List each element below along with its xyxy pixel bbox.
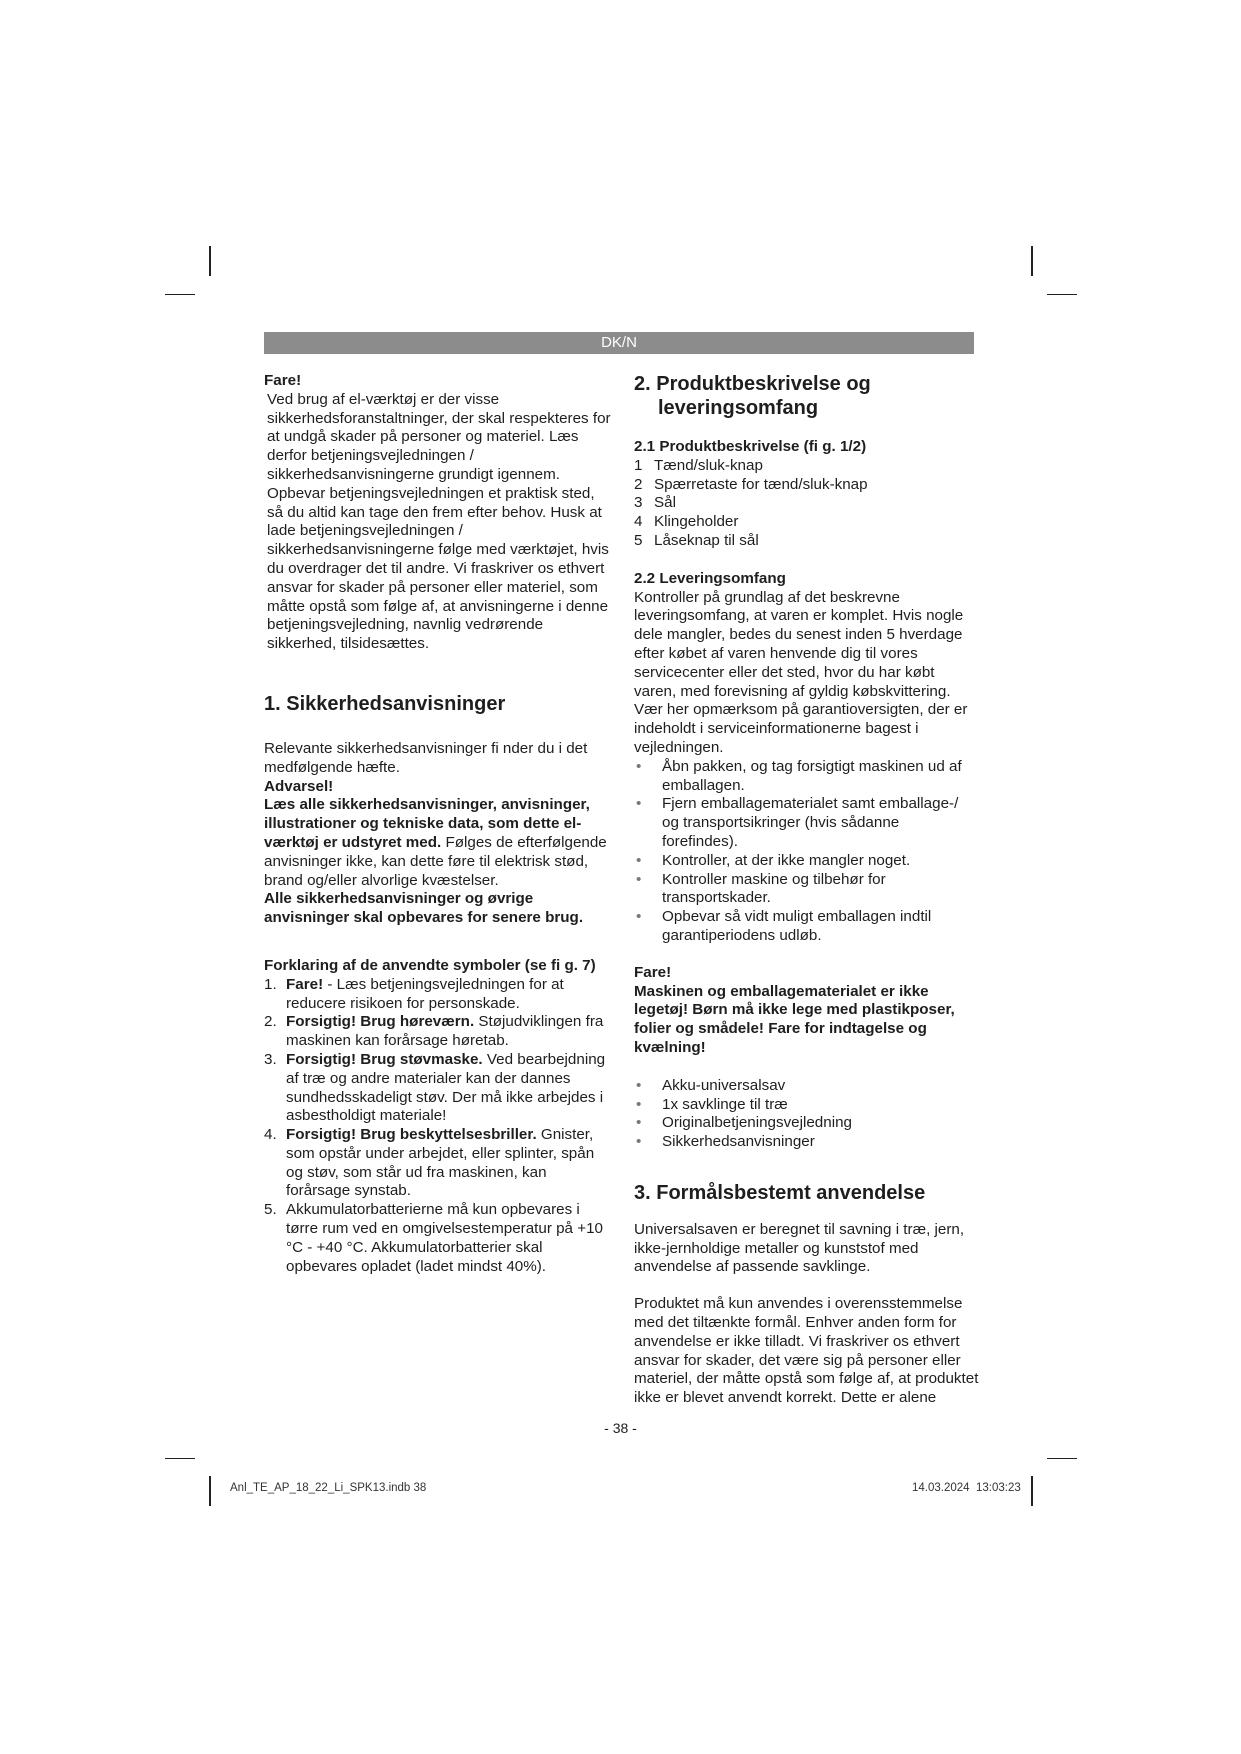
part-number: 4 xyxy=(634,513,643,531)
danger-title-2: Fare! xyxy=(634,963,672,981)
part-item xyxy=(634,476,979,495)
symbol-bold: Fare! xyxy=(286,975,324,993)
part-number: 2 xyxy=(634,475,643,493)
symbol-bold: Forsigtig! Brug høreværn. xyxy=(286,1013,475,1031)
subsection-2-1-title: 2.1 Produktbeskrivelse (fi g. 1/2) xyxy=(634,438,867,455)
delivery-content-item: • 1x savklinge til træ xyxy=(634,1096,979,1115)
unpacking-step: • Kontroller, at der ikke mangler noget. xyxy=(634,852,979,871)
warning-title: Advarsel! xyxy=(264,777,334,795)
symbol-bold: Forsigtig! Brug støvmaske. xyxy=(286,1050,483,1068)
symbol-text: Gnister, som opstår under arbejdet, eller splinter, spån og støv, som står ud fra maskinen, kan forårsage synstab. xyxy=(286,1126,595,1200)
left-column xyxy=(264,372,614,1276)
part-item xyxy=(634,494,979,513)
crop-mark xyxy=(165,294,195,295)
symbol-item xyxy=(264,1051,614,1126)
part-item xyxy=(634,513,979,532)
part-number: 3 xyxy=(634,494,643,512)
part-item xyxy=(634,532,979,551)
section-3-paragraph-2: Produktet må kun anvendes i overensstemmelse med det tiltænkte formål. Enhver anden form for anvendelse er ikke tilladt. Vi fraskriver os ethvert ansvar for skader, det være sig på personer eller materiel, der måtte opstå som følge af, at produktet ikke er blevet anvendt korrekt. Dette er alene xyxy=(634,1295,979,1407)
part-label: Klingeholder xyxy=(654,513,739,531)
section-1-intro: Relevante sikkerhedsanvisninger fi nder du i det medfølgende hæfte. xyxy=(264,739,588,776)
symbols-title: Forklaring af de anvendte symboler (se fi g. 7) xyxy=(264,956,596,974)
part-number: 5 xyxy=(634,531,643,549)
symbol-item xyxy=(264,1013,614,1051)
warning-paragraph xyxy=(264,796,614,890)
parts-list xyxy=(634,457,979,551)
symbol-number: 1. xyxy=(264,975,277,993)
danger-text: Ved brug af el-værktøj er der visse sikkerhedsforanstaltninger, der skal respekteres for at undgå skader på personer og materiel. Læs derfor betjeningsvejledningen / sikkerhedsanvisningerne grundigt igennem. Opbevar betjeningsvejledningen et praktisk sted, så du altid kan tage den frem efter behov. Husk at lade betjeningsvejledningen / sikkerhedsanvisningerne følge med værktøjet, hvis du overdrager det til andre. Vi fraskriver os ethvert ansvar for skader på personer eller materiel, som måtte opstå som følge af, at anvisningerne i denne betjeningsvejledning, navnlig vedrørende sikkerhed, tilsidesættes. xyxy=(267,390,611,653)
language-header-bar: DK/N xyxy=(264,332,974,354)
unpacking-step: • Kontroller maskine og tilbehør for transportskader. xyxy=(634,871,979,909)
symbol-item xyxy=(264,1126,614,1201)
part-item xyxy=(634,457,979,476)
crop-mark xyxy=(1031,246,1033,276)
danger-text-2: Maskinen og emballagematerialet er ikke legetøj! Børn må ikke lege med plastikposer, folier og smådele! Fare for indtagelse og kvælning! xyxy=(634,982,955,1056)
symbol-text: Støjudviklingen fra maskinen kan forårsage høretab. xyxy=(286,1013,604,1050)
symbol-bold: Forsigtig! Brug beskyttelsesbriller. xyxy=(286,1126,537,1144)
right-column xyxy=(634,372,979,1408)
symbol-text: Akkumulatorbatterierne må kun opbevares i tørre rum ved en omgivelsestemperatur på +10 °C - +40 °C. Akkumulatorbatterier skal opbevares opladet (ladet mindst 40%). xyxy=(286,1201,603,1275)
symbol-number: 3. xyxy=(264,1050,277,1068)
crop-mark xyxy=(165,1458,195,1459)
warning-text: Følges de efterfølgende anvisninger ikke, kan dette føre til elektrisk stød, brand og/eller alvorlige kvæstelser. xyxy=(264,833,607,889)
page-number: - 38 - xyxy=(604,1420,637,1436)
symbol-text: Ved bearbejdning af træ og andre materialer kan der dannes sundhedsskadeligt støv. Der må ikke arbejdes i asbestholdigt materiale! xyxy=(286,1050,606,1125)
footer-date: 14.03.2024 xyxy=(912,1482,970,1494)
section-3-title: 3. Formålsbestemt anvendelse xyxy=(634,1181,926,1204)
unpacking-step: • Fjern emballagematerialet samt emballage-/ og transportsikringer (hvis sådanne forefindes). xyxy=(634,795,979,851)
crop-mark xyxy=(209,1476,211,1506)
symbol-item xyxy=(264,976,614,1014)
footer-file-info: Anl_TE_AP_18_22_Li_SPK13.indb 38 xyxy=(230,1482,427,1494)
part-label: Sål xyxy=(654,494,676,512)
part-label: Spærretaste for tænd/sluk-knap xyxy=(654,475,868,493)
footer-time: 13:03:23 xyxy=(976,1482,1021,1494)
symbol-number: 5. xyxy=(264,1201,277,1219)
part-number: 1 xyxy=(634,456,643,474)
delivery-content-item: • Sikkerhedsanvisninger xyxy=(634,1133,979,1152)
crop-mark xyxy=(1031,1476,1033,1506)
crop-mark xyxy=(1047,294,1077,295)
delivery-content-item: • Akku-universalsav xyxy=(634,1077,979,1096)
symbol-text: - Læs betjeningsvejledningen for at reducere risikoen for personskade. xyxy=(286,975,564,1012)
crop-mark xyxy=(209,246,211,276)
section-1-title: 1. Sikkerhedsanvisninger xyxy=(264,692,506,715)
part-label: Tænd/sluk-knap xyxy=(654,456,763,474)
warning-bold: Læs alle sikkerhedsanvisninger, anvisninger, illustrationer og tekniske data, som dette el-værktøj er udstyret med. xyxy=(264,796,590,851)
warning-bold-2: Alle sikkerhedsanvisninger og øvrige anvisninger skal opbevares for senere brug. xyxy=(264,890,584,927)
delivery-contents-list xyxy=(634,1077,979,1152)
subsection-2-2-title: 2.2 Leveringsomfang xyxy=(634,569,786,587)
symbol-number: 4. xyxy=(264,1126,277,1144)
section-2-title: 2. Produktbeskrivelse og leveringsomfang xyxy=(634,373,871,419)
crop-mark xyxy=(1047,1458,1077,1459)
section-3-paragraph-1: Universalsaven er beregnet til savning i træ, jern, ikke-jernholdige metaller og kunststof med anvendelse af passende savklinge. xyxy=(634,1220,965,1276)
subsection-2-2-text: Kontroller på grundlag af det beskrevne leveringsomfang, at varen er komplet. Hvis nogle dele mangler, bedes du senest inden 5 hverdage efter købet af varen henvende dig til vores servicecenter eller det sted, hvor du har købt varen, med forevisning af gyldig købskvittering. Vær her opmærksom på garantioversigten, der er indeholdt i serviceinformationerne bagest i vejledningen. xyxy=(634,588,968,756)
unpacking-step: • Åbn pakken, og tag forsigtigt maskinen ud af emballagen. xyxy=(634,758,979,796)
delivery-content-item: • Originalbetjeningsvejledning xyxy=(634,1114,979,1133)
unpacking-steps-list xyxy=(634,758,979,946)
symbols-list xyxy=(264,976,614,1277)
symbol-item xyxy=(264,1201,614,1276)
symbol-number: 2. xyxy=(264,1013,277,1031)
unpacking-step: • Opbevar så vidt muligt emballagen indtil garantiperiodens udløb. xyxy=(634,908,979,946)
danger-title: Fare! xyxy=(264,372,302,389)
part-label: Låseknap til sål xyxy=(654,531,759,549)
